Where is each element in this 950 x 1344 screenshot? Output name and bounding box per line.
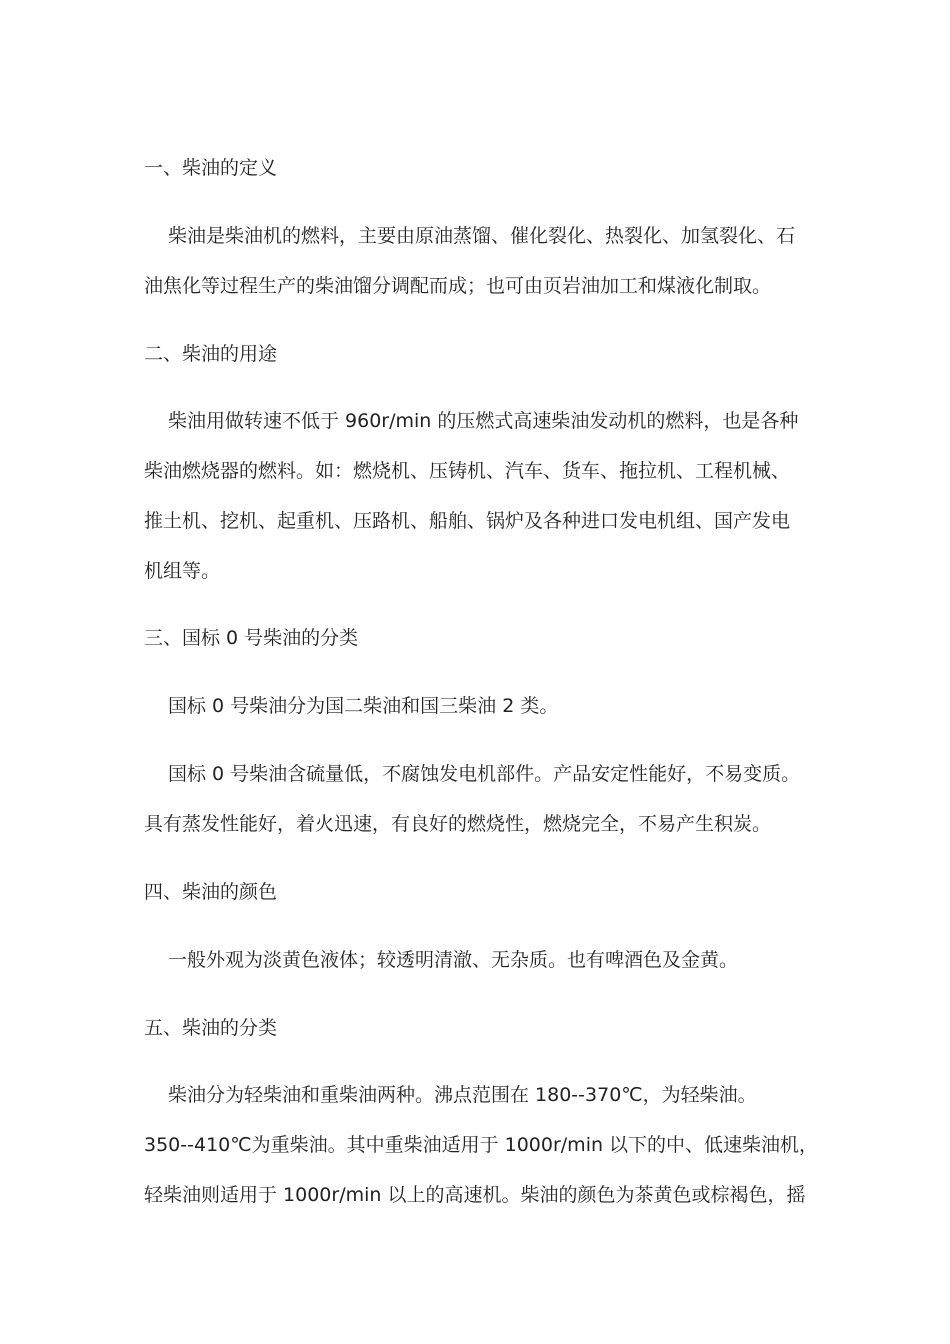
paragraph-line: 具有蒸发性能好，着火迅速，有良好的燃烧性，燃烧完全，不易产生积炭。 bbox=[144, 813, 772, 835]
paragraph-line: 国标 0 号柴油含硫量低，不腐蚀发电机部件。产品安定性能好，不易变质。 bbox=[168, 763, 801, 785]
paragraph-line: 机组等。 bbox=[144, 560, 221, 582]
section-heading: 二、柴油的用途 bbox=[144, 343, 278, 365]
paragraph-line: 柴油用做转速不低于 960r/min 的压燃式高速柴油发动机的燃料，也是各种 bbox=[168, 410, 799, 432]
section-heading: 五、柴油的分类 bbox=[144, 1017, 278, 1039]
section-1-paragraph-1 bbox=[144, 211, 814, 311]
section-3-paragraph-1 bbox=[144, 681, 814, 731]
section-heading: 一、柴油的定义 bbox=[144, 157, 278, 179]
paragraph-line: 柴油分为轻柴油和重柴油两种。沸点范围在 180--370℃，为轻柴油。 bbox=[168, 1084, 757, 1106]
section-3-paragraph-2 bbox=[144, 749, 814, 849]
section-4 bbox=[144, 867, 814, 917]
section-2 bbox=[144, 329, 814, 379]
paragraph-line: 轻柴油则适用于 1000r/min 以上的高速机。柴油的颜色为茶黄色或棕褐色，摇 bbox=[144, 1184, 806, 1206]
paragraph-line: 油焦化等过程生产的柴油馏分调配而成；也可由页岩油加工和煤液化制取。 bbox=[144, 275, 772, 297]
section-4-paragraph-1 bbox=[144, 935, 814, 985]
section-heading: 四、柴油的颜色 bbox=[144, 881, 278, 903]
section-5-paragraph-1 bbox=[144, 1070, 819, 1220]
paragraph-line: 350--410℃为重柴油。其中重柴油适用于 1000r/min 以下的中、低速柴油机， bbox=[144, 1134, 819, 1156]
paragraph-line: 柴油燃烧器的燃料。如：燃烧机、压铸机、汽车、货车、拖拉机、工程机械、 bbox=[144, 460, 791, 482]
paragraph-line: 推土机、挖机、起重机、压路机、船舶、锅炉及各种进口发电机组、国产发电 bbox=[144, 510, 791, 532]
section-3 bbox=[144, 613, 814, 663]
section-2-paragraph-1 bbox=[144, 396, 814, 596]
paragraph-line: 一般外观为淡黄色液体；较透明清澈、无杂质。也有啤酒色及金黄。 bbox=[168, 949, 739, 971]
paragraph-line: 柴油是柴油机的燃料，主要由原油蒸馏、催化裂化、热裂化、加氢裂化、石 bbox=[168, 225, 796, 247]
paragraph-line: 国标 0 号柴油分为国二柴油和国三柴油 2 类。 bbox=[168, 695, 559, 717]
section-5 bbox=[144, 1003, 814, 1053]
section-1 bbox=[144, 143, 814, 193]
section-heading: 三、国标 0 号柴油的分类 bbox=[144, 627, 359, 649]
